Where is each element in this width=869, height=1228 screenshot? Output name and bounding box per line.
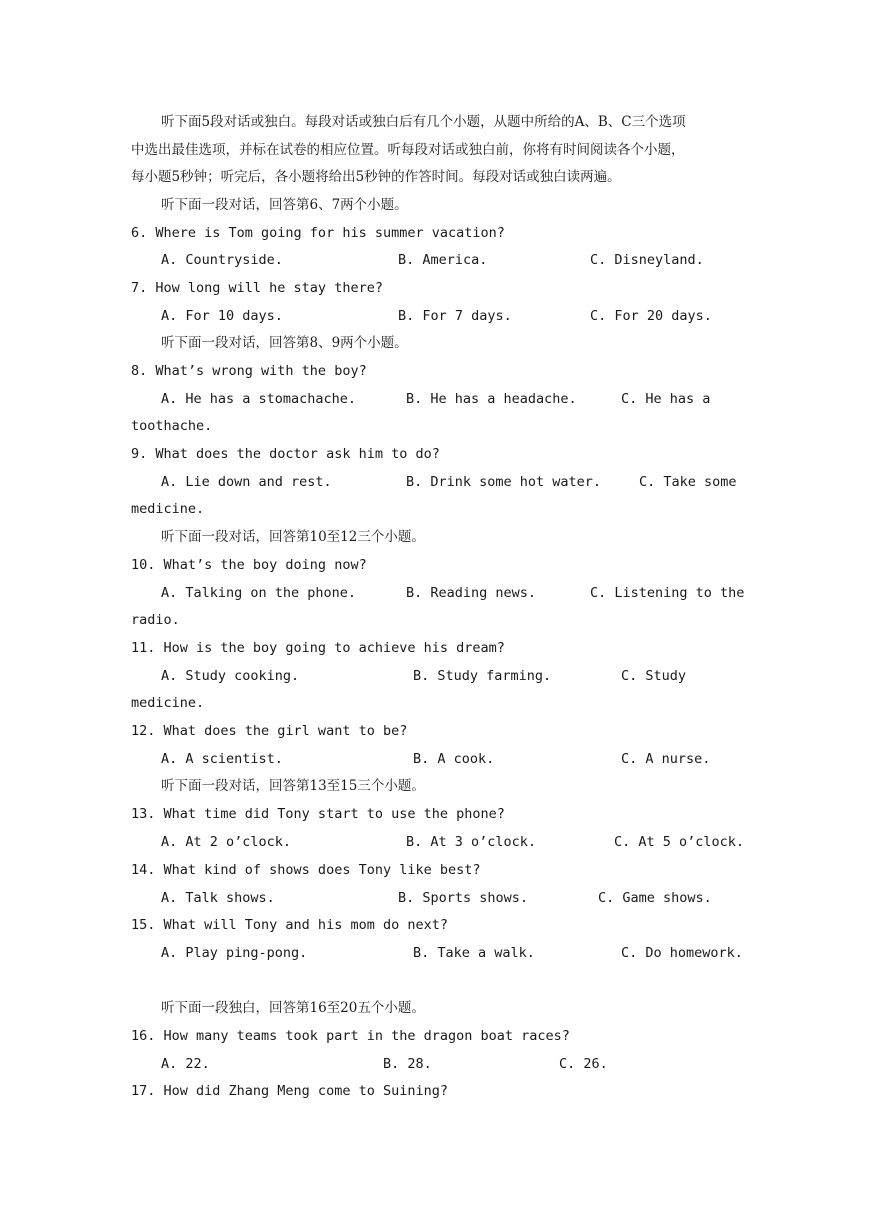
question-13: 13. What time did Tony start to use the phone? <box>131 806 505 822</box>
q6-option-a: A. Countryside. <box>161 252 283 268</box>
q16-option-c: C. 26. <box>559 1056 608 1072</box>
q13-option-c: C. At 5 o’clock. <box>614 834 745 850</box>
q10-option-a: A. Talking on the phone. <box>161 585 357 601</box>
question-8: 8. What’s wrong with the boy? <box>131 363 367 379</box>
q14-option-c: C. Game shows. <box>598 890 712 906</box>
q11-option-c: C. Study <box>621 668 687 684</box>
q10-option-b: B. Reading news. <box>406 585 537 601</box>
section-heading-1: 听下面一段对话，回答第6、7两个小题。 <box>161 197 408 213</box>
instruction-line-2: 中选出最佳选项，并标在试卷的相应位置。听每段对话或独白前，你将有时间阅读各个小题， <box>131 142 685 158</box>
question-9: 9. What does the doctor ask him to do? <box>131 446 440 462</box>
q9-option-a: A. Lie down and rest. <box>161 474 332 490</box>
question-11: 11. How is the boy going to achieve his dream? <box>131 640 505 656</box>
question-6: 6. Where is Tom going for his summer vacation? <box>131 225 505 241</box>
question-12: 12. What does the girl want to be? <box>131 723 408 739</box>
q15-option-a: A. Play ping-pong. <box>161 945 308 961</box>
q8-option-a: A. He has a stomachache. <box>161 391 357 407</box>
q12-option-c: C. A nurse. <box>621 751 711 767</box>
q15-option-b: B. Take a walk. <box>413 945 535 961</box>
section-heading-4: 听下面一段对话，回答第13至15三个小题。 <box>161 778 425 794</box>
q8-option-c-continued: toothache. <box>131 418 213 434</box>
q14-option-a: A. Talk shows. <box>161 890 275 906</box>
q12-option-b: B. A cook. <box>413 751 495 767</box>
q11-option-b: B. Study farming. <box>413 668 552 684</box>
instruction-line-3: 每小题5秒钟；听完后，各小题将给出5秒钟的作答时间。每段对话或独白读两遍。 <box>131 169 621 185</box>
q10-option-c-continued: radio. <box>131 612 180 628</box>
question-14: 14. What kind of shows does Tony like best? <box>131 862 481 878</box>
q15-option-c: C. Do homework. <box>621 945 743 961</box>
instruction-line-1: 听下面5段对话或独白。每段对话或独白后有几个小题，从题中所给的A、B、C三个选项 <box>161 114 686 130</box>
q6-option-b: B. America. <box>398 252 488 268</box>
q9-option-c-continued: medicine. <box>131 501 205 517</box>
q9-option-b: B. Drink some hot water. <box>406 474 602 490</box>
q7-option-c: C. For 20 days. <box>590 308 712 324</box>
q16-option-a: A. 22. <box>161 1056 210 1072</box>
section-heading-5: 听下面一段独白，回答第16至20五个小题。 <box>161 1000 425 1016</box>
q7-option-b: B. For 7 days. <box>398 308 512 324</box>
q11-option-c-continued: medicine. <box>131 695 205 711</box>
section-heading-2: 听下面一段对话，回答第8、9两个小题。 <box>161 335 408 351</box>
q8-option-c: C. He has a <box>621 391 711 407</box>
q9-option-c: C. Take some <box>639 474 737 490</box>
question-10: 10. What’s the boy doing now? <box>131 557 367 573</box>
q7-option-a: A. For 10 days. <box>161 308 283 324</box>
q13-option-b: B. At 3 o’clock. <box>406 834 537 850</box>
question-7: 7. How long will he stay there? <box>131 280 383 296</box>
q14-option-b: B. Sports shows. <box>398 890 529 906</box>
q8-option-b: B. He has a headache. <box>406 391 577 407</box>
q11-option-a: A. Study cooking. <box>161 668 300 684</box>
q16-option-b: B. 28. <box>383 1056 432 1072</box>
q10-option-c: C. Listening to the <box>590 585 745 601</box>
question-15: 15. What will Tony and his mom do next? <box>131 917 448 933</box>
question-17: 17. How did Zhang Meng come to Suining? <box>131 1083 448 1099</box>
section-heading-3: 听下面一段对话，回答第10至12三个小题。 <box>161 529 425 545</box>
q12-option-a: A. A scientist. <box>161 751 283 767</box>
question-16: 16. How many teams took part in the dragon boat races? <box>131 1028 570 1044</box>
q6-option-c: C. Disneyland. <box>590 252 704 268</box>
q13-option-a: A. At 2 o’clock. <box>161 834 292 850</box>
